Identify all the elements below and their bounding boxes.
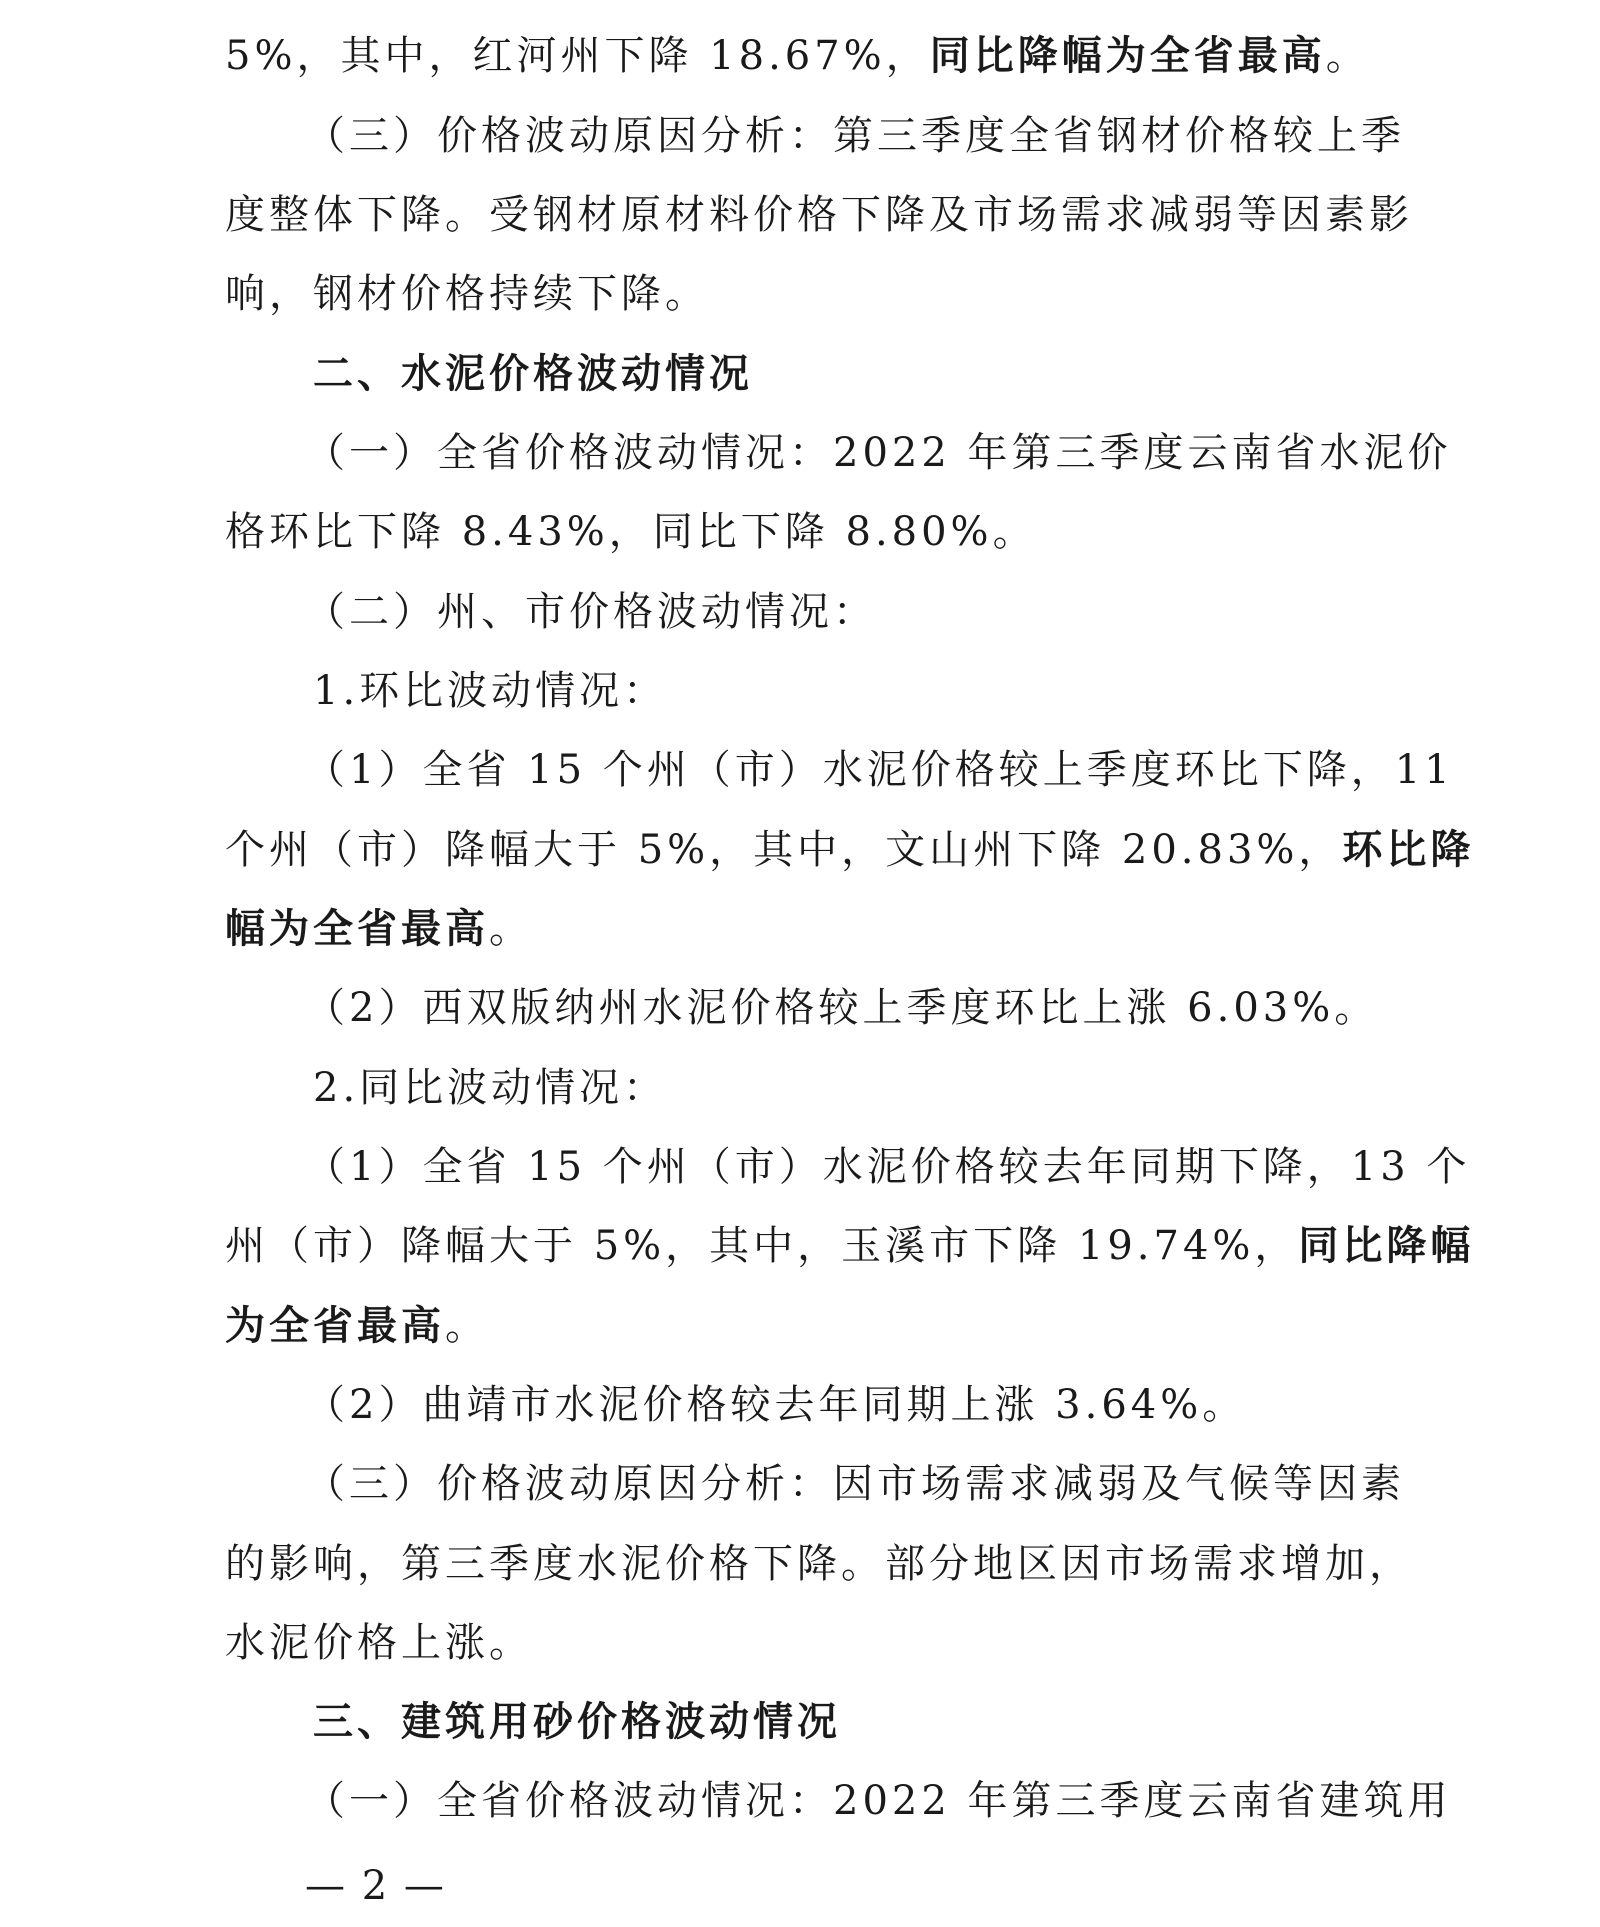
text-line: （1）全省 15 个州（市）水泥价格较上季度环比下降，11 (305, 747, 1454, 793)
text-line: （二）州、市价格波动情况： (305, 589, 877, 635)
text-line: 响，钢材价格持续下降。 (225, 271, 709, 317)
text-line: 的影响，第三季度水泥价格下降。部分地区因市场需求增加， (225, 1541, 1413, 1587)
text-line: （一）全省价格波动情况：2022 年第三季度云南省水泥价 (305, 430, 1452, 476)
page-number: — 2 — (305, 1863, 446, 1909)
text-line: 度整体下降。受钢材原材料价格下降及市场需求减弱等因素影 (225, 192, 1413, 238)
text-line: 格环比下降 8.43%，同比下降 8.80%。 (225, 509, 1037, 555)
text-line: （2）西双版纳州水泥价格较上季度环比上涨 6.03%。 (305, 985, 1379, 1031)
text-line: （1）全省 15 个州（市）水泥价格较去年同期下降，13 个 (305, 1144, 1471, 1190)
text-line: （三）价格波动原因分析：因市场需求减弱及气候等因素 (305, 1461, 1405, 1507)
text-line: 州（市）降幅大于 5%，其中，玉溪市下降 19.74%，同比降幅 (225, 1222, 1475, 1269)
text-line: （一）全省价格波动情况：2022 年第三季度云南省建筑用 (305, 1778, 1452, 1824)
text-line: 5%，其中，红河州下降 18.67%，同比降幅为全省最高。 (225, 32, 1370, 79)
text-line: 1.环比波动情况： (313, 668, 668, 714)
text-line: 为全省最高。 (225, 1302, 489, 1349)
text-line: 个州（市）降幅大于 5%，其中，文山州下降 20.83%，环比降 (225, 826, 1475, 873)
text-line: （三）价格波动原因分析：第三季度全省钢材价格较上季 (305, 113, 1405, 159)
text-line: （2）曲靖市水泥价格较去年同期上涨 3.64%。 (305, 1382, 1247, 1428)
section-heading: 三、建筑用砂价格波动情况 (313, 1698, 841, 1745)
section-heading: 二、水泥价格波动情况 (313, 350, 753, 397)
text-line: 2.同比波动情况： (313, 1065, 668, 1111)
text-line: 幅为全省最高。 (225, 905, 533, 952)
text-line: 水泥价格上涨。 (225, 1620, 533, 1666)
